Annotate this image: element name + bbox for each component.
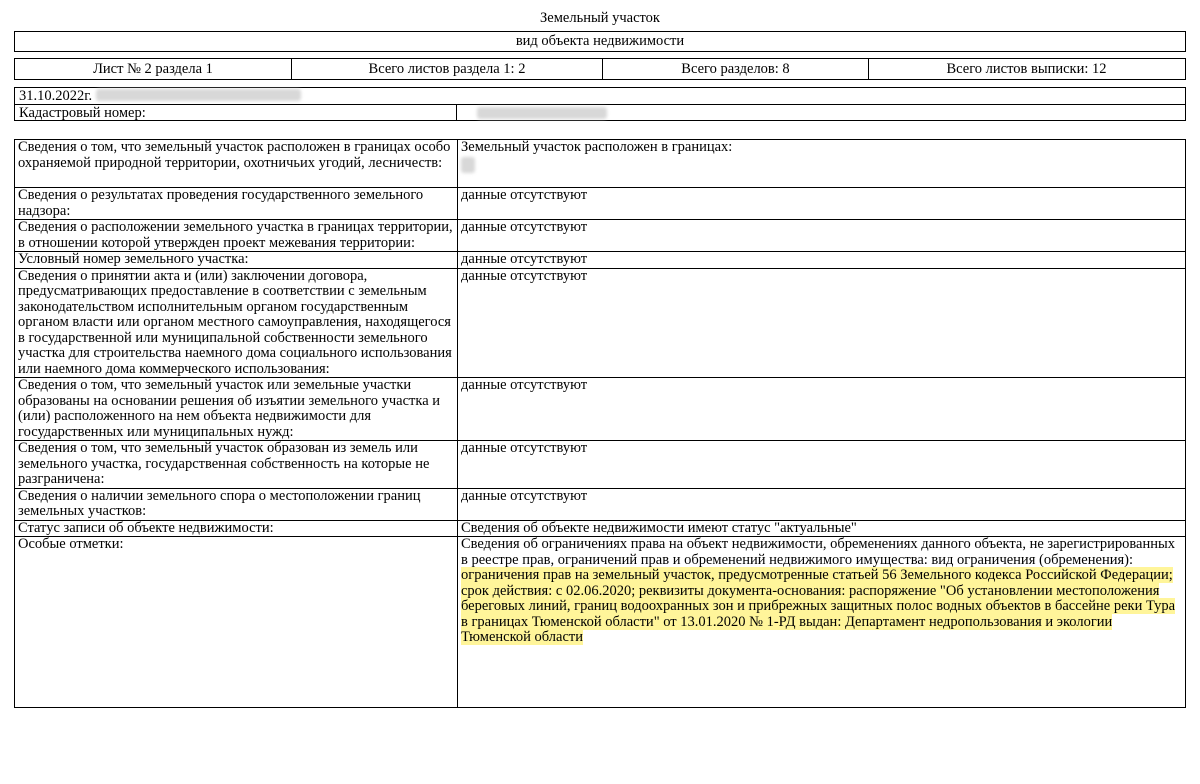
object-type-box: вид объекта недвижимости: [14, 31, 1186, 52]
redacted-block: [96, 89, 301, 101]
date-cadastral-box: [14, 87, 1186, 121]
special-notes-row: [15, 537, 1186, 708]
special-notes-value: [458, 537, 1186, 708]
table-row: [15, 520, 1186, 537]
table-row: [15, 378, 1186, 441]
row-label: Сведения о расположении земельного участка в границах территории, в отношении которой утвержден проект межевания территории:: [15, 220, 458, 252]
date-line: [19, 88, 301, 105]
highlighted-restriction: ограничения прав на земельный участок, предусмотренные статьей 56 Земельного кодекса Российской Федерации; срок действия: с 02.06.2020; реквизиты документа-основания: распоряжение "Об установлении местоположения береговых линий, границ водоохранных зон и прибрежных защитных полос водных объектов в бассейне реки Тура в границах Тюменской области" от 13.01.2020 № 1-РД выдан: Департамент недропользования и экологии Тюменской области: [461, 567, 1176, 645]
extract-date: 31.10.2022г.: [19, 88, 93, 104]
row-label: Статус записи об объекте недвижимости:: [15, 520, 458, 537]
row-value: [458, 140, 1186, 188]
row-value: данные отсутствуют: [458, 378, 1186, 441]
row-label: Сведения о результатах проведения государственного земельного надзора:: [15, 188, 458, 220]
table-row: [15, 140, 1186, 188]
column-divider: [456, 105, 457, 121]
table-row: [15, 252, 1186, 269]
document-title: Земельный участок: [540, 10, 660, 26]
special-notes-text: Сведения об ограничениях права на объект недвижимости, обременениях данного объекта, не зарегистрированных в реестре прав, ограничений прав и обременений недвижимого имущества: вид ограничения (обременения):: [461, 536, 1176, 568]
redacted-cadastral-number: [477, 107, 607, 119]
row-label: Сведения о том, что земельный участок или земельные участки образованы на основании решения об изъятии земельного участка и (или) расположенного на нем объекта недвижимости для государственных или муниципальных нужд:: [15, 378, 458, 441]
row-value: данные отсутствуют: [458, 252, 1186, 269]
cadastral-row: [15, 104, 1185, 121]
table-row: [15, 441, 1186, 489]
row-label: Условный номер земельного участка:: [15, 252, 458, 269]
row-label: Сведения о принятии акта и (или) заключении договора, предусматривающих предоставление в соответствии с земельным законодательством исполнительным органом государственным органом власти или органом местного самоуправления, находящегося в государственной или муниципальной собственности земельного участка для строительства наемного дома социального использования или наемного дома коммерческого использования:: [15, 268, 458, 378]
table-row: [15, 188, 1186, 220]
row-value: Сведения об объекте недвижимости имеют статус "актуальные": [458, 520, 1186, 537]
table-row: [15, 220, 1186, 252]
row-label: Сведения о том, что земельный участок расположен в границах особо охраняемой природной территории, охотничьих угодий, лесничеств:: [15, 140, 458, 188]
special-notes-label: Особые отметки:: [15, 537, 458, 708]
row-value: данные отсутствуют: [458, 441, 1186, 489]
row-value: данные отсутствуют: [458, 268, 1186, 378]
cadastral-label: Кадастровый номер:: [19, 105, 146, 121]
row-value: данные отсутствуют: [458, 188, 1186, 220]
table-row: [15, 488, 1186, 520]
redacted-territory: [461, 157, 475, 173]
section-sheets-cell: Всего листов раздела 1: 2: [292, 59, 603, 79]
sheet-info-row: [14, 58, 1186, 80]
total-sections-cell: Всего разделов: 8: [603, 59, 869, 79]
total-sheets-cell: Всего листов выписки: 12: [946, 61, 1107, 77]
table-row: [15, 268, 1186, 378]
row-value: данные отсутствуют: [458, 220, 1186, 252]
row-label: Сведения о том, что земельный участок образован из земель или земельного участка, государственная собственность на которые не разграничена:: [15, 441, 458, 489]
row-label: Сведения о наличии земельного спора о местоположении границ земельных участков:: [15, 488, 458, 520]
row-value: данные отсутствуют: [458, 488, 1186, 520]
details-table: [14, 139, 1186, 708]
sheet-number-cell: Лист № 2 раздела 1: [15, 59, 292, 79]
row-value-text: Земельный участок расположен в границах:: [461, 139, 733, 155]
